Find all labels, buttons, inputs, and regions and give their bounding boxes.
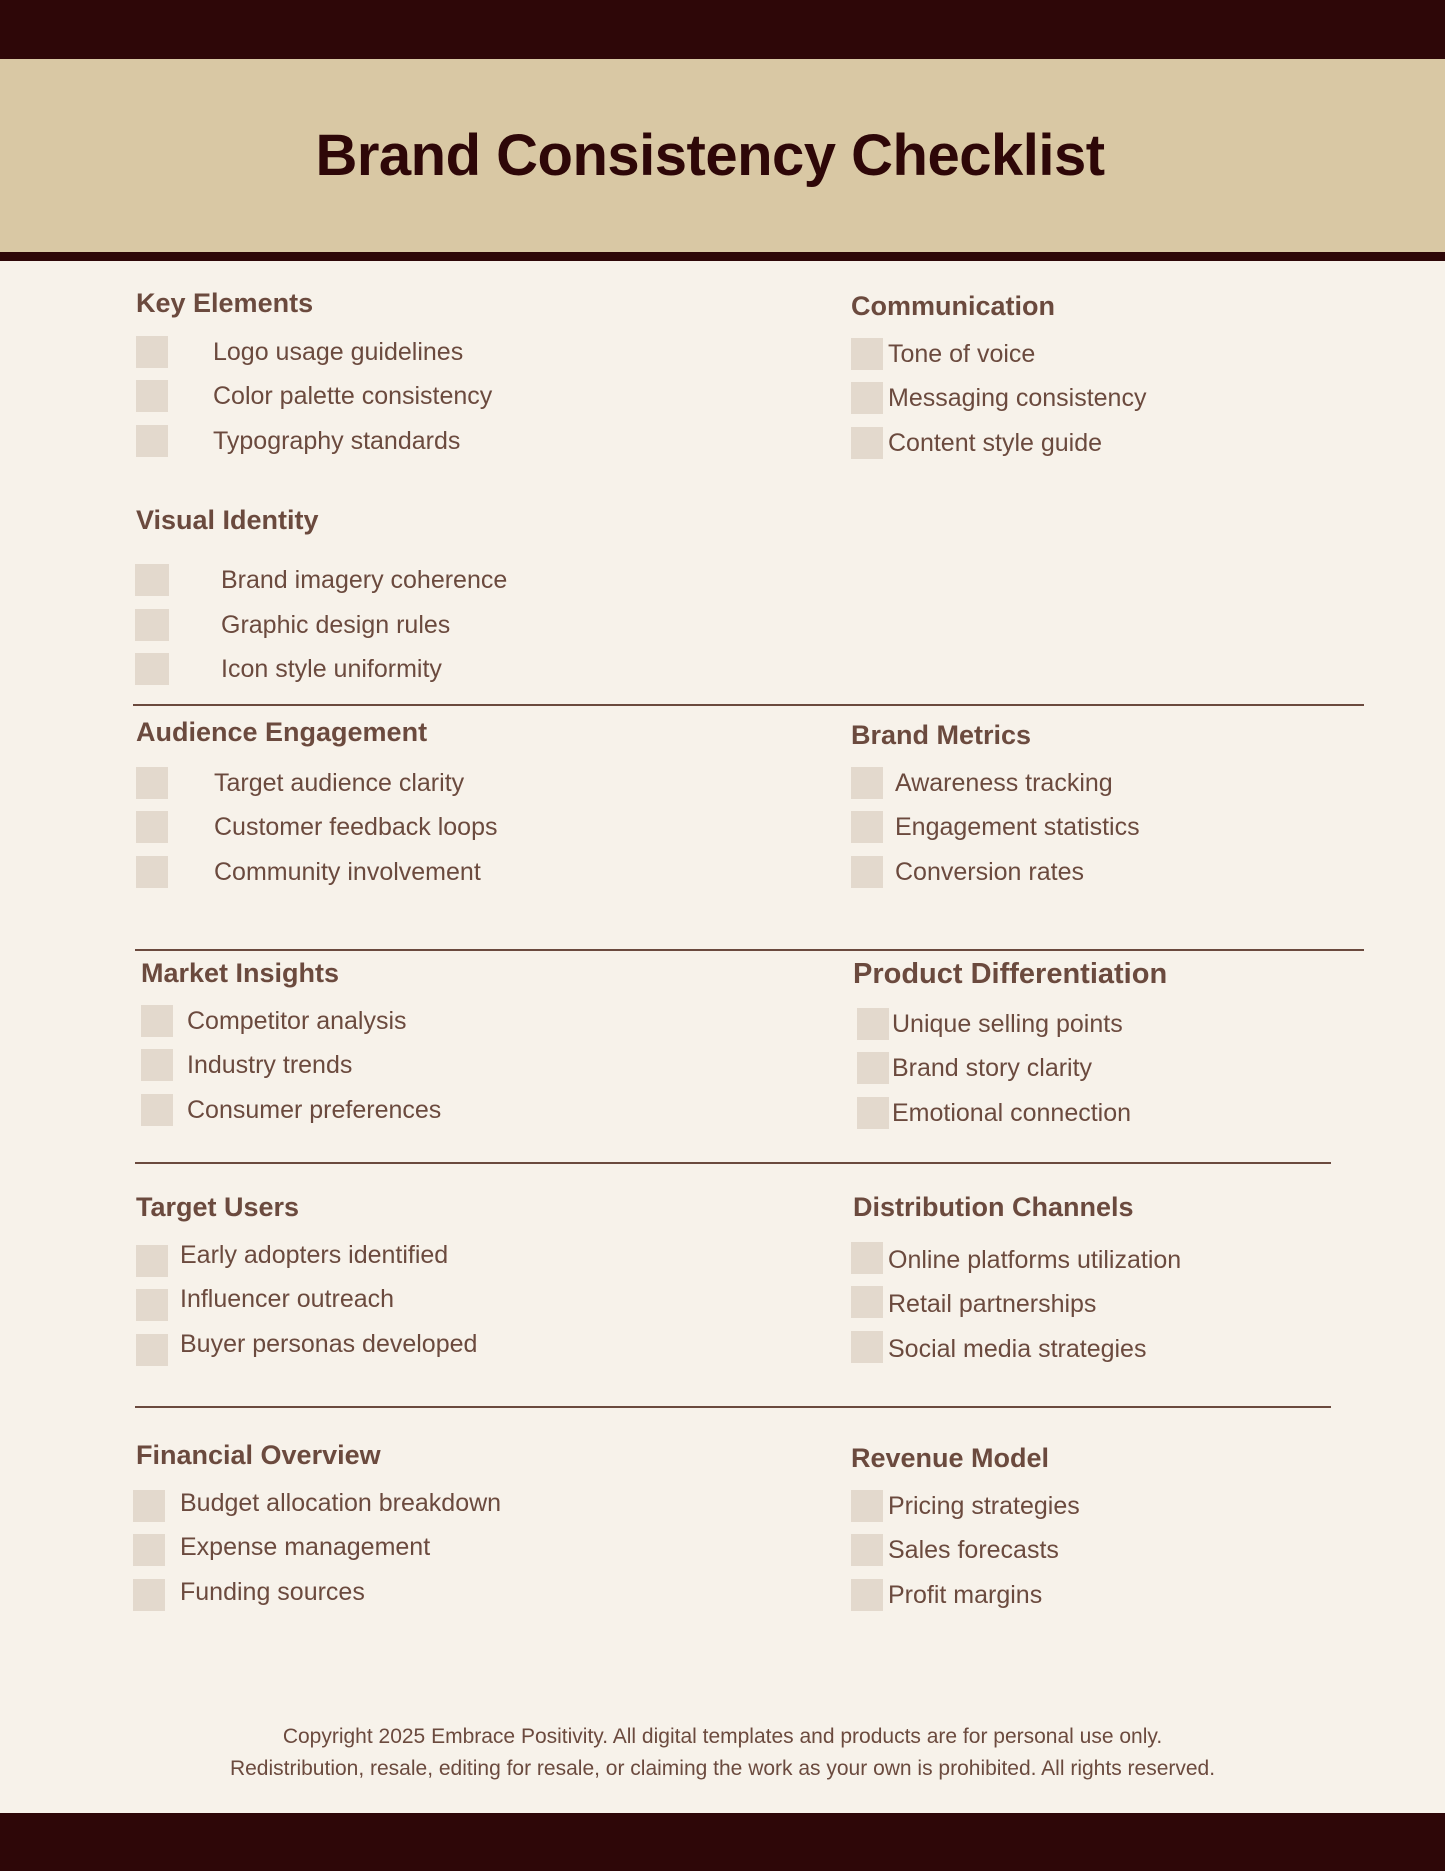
checkbox[interactable]: [136, 380, 168, 412]
checklist-item[interactable]: [135, 608, 450, 642]
section-financial-overview: [136, 1439, 381, 1471]
section-divider: [135, 949, 1364, 951]
checkbox[interactable]: [857, 1008, 889, 1040]
checkbox[interactable]: [136, 1245, 168, 1277]
item-label: Influencer outreach: [180, 1285, 395, 1313]
checklist-item[interactable]: [857, 1007, 1123, 1041]
checkbox[interactable]: [851, 1242, 883, 1274]
footer-copyright: [0, 1721, 1445, 1785]
bottom-bar: [0, 1813, 1445, 1871]
checkbox[interactable]: [136, 1334, 168, 1366]
checkbox[interactable]: [136, 811, 168, 843]
item-label: Brand story clarity: [892, 1054, 1093, 1082]
item-label: Tone of voice: [888, 340, 1036, 368]
section-title: Key Elements: [136, 288, 314, 318]
checkbox[interactable]: [136, 1289, 168, 1321]
footer-line-1: Copyright 2025 Embrace Positivity. All digital templates and products are for personal use only.: [282, 1725, 1163, 1748]
checklist-item[interactable]: [851, 426, 1102, 460]
checklist-item[interactable]: [136, 424, 460, 458]
section-title: Market Insights: [141, 958, 340, 988]
checklist-item[interactable]: [851, 337, 1035, 371]
checkbox[interactable]: [141, 1005, 173, 1037]
checklist-item[interactable]: [135, 652, 442, 686]
checklist-item[interactable]: [133, 1489, 501, 1523]
checkbox[interactable]: [136, 767, 168, 799]
section-visual-identity: [136, 504, 319, 536]
checklist-item[interactable]: [851, 1285, 1096, 1319]
item-label: Unique selling points: [892, 1010, 1123, 1038]
checkbox[interactable]: [136, 425, 168, 457]
section-title: Brand Metrics: [851, 720, 1032, 750]
checklist-item[interactable]: [136, 1241, 449, 1278]
item-label: Industry trends: [187, 1051, 353, 1079]
section-brand-metrics: [851, 719, 1031, 751]
section-product-differentiation: [853, 958, 1167, 990]
checkbox[interactable]: [851, 382, 883, 414]
item-label: Consumer preferences: [187, 1096, 442, 1124]
item-label: Conversion rates: [895, 858, 1084, 886]
checkbox[interactable]: [851, 1331, 883, 1363]
checkbox[interactable]: [851, 427, 883, 459]
item-label: Typography standards: [213, 427, 461, 455]
item-label: Pricing strategies: [888, 1492, 1080, 1520]
item-label: Online platforms utilization: [888, 1246, 1182, 1274]
checkbox[interactable]: [851, 1579, 883, 1611]
checkbox[interactable]: [135, 653, 169, 685]
section-title: Communication: [851, 291, 1056, 321]
section-title: Revenue Model: [851, 1443, 1050, 1473]
checklist-item[interactable]: [851, 1533, 1059, 1567]
checklist-item[interactable]: [141, 1004, 407, 1038]
checklist-item[interactable]: [851, 1330, 1146, 1364]
checklist-item[interactable]: [136, 766, 464, 800]
checklist-item[interactable]: [851, 766, 1113, 800]
section-title: Target Users: [136, 1192, 300, 1222]
section-title: Product Differentiation: [853, 958, 1168, 990]
section-key-elements: [136, 287, 313, 319]
checkbox[interactable]: [851, 856, 883, 888]
item-label: Target audience clarity: [214, 769, 465, 797]
section-audience-engagement: [136, 716, 427, 748]
checklist-item[interactable]: [136, 1285, 395, 1322]
checklist-item[interactable]: [857, 1096, 1131, 1130]
checklist-item[interactable]: [851, 1578, 1042, 1612]
header-divider: [0, 252, 1445, 261]
checklist-item[interactable]: [857, 1051, 1092, 1085]
checklist-item[interactable]: [851, 1489, 1080, 1523]
checkbox[interactable]: [136, 856, 168, 888]
checkbox[interactable]: [851, 1534, 883, 1566]
checklist-item[interactable]: [136, 335, 463, 369]
checklist-item[interactable]: [136, 1330, 478, 1367]
checkbox[interactable]: [851, 767, 883, 799]
section-revenue-model: [851, 1442, 1049, 1474]
checklist-item[interactable]: [136, 855, 481, 889]
item-label: Sales forecasts: [888, 1536, 1059, 1564]
item-label: Messaging consistency: [888, 384, 1147, 412]
checklist-item[interactable]: [135, 563, 507, 597]
checklist-item[interactable]: [141, 1048, 352, 1082]
item-label: Color palette consistency: [213, 382, 493, 410]
checklist-item[interactable]: [136, 810, 497, 844]
item-label: Icon style uniformity: [221, 655, 442, 683]
checklist-item[interactable]: [851, 1241, 1181, 1275]
item-label: Buyer personas developed: [180, 1330, 478, 1358]
checkbox[interactable]: [135, 609, 169, 641]
item-label: Community involvement: [214, 858, 481, 886]
section-divider: [135, 1162, 1331, 1164]
checkbox[interactable]: [857, 1097, 889, 1129]
item-label: Graphic design rules: [221, 611, 451, 639]
checklist-item[interactable]: [133, 1578, 365, 1612]
item-label: Awareness tracking: [895, 769, 1113, 797]
section-title: Financial Overview: [136, 1440, 381, 1470]
checkbox[interactable]: [857, 1052, 889, 1084]
item-label: Early adopters identified: [180, 1241, 449, 1269]
section-divider: [135, 1406, 1331, 1408]
section-distribution-channels: [853, 1191, 1134, 1223]
checkbox[interactable]: [851, 338, 883, 370]
checkbox[interactable]: [851, 1286, 883, 1318]
checklist-item[interactable]: [851, 855, 1084, 889]
item-label: Customer feedback loops: [214, 813, 498, 841]
item-label: Competitor analysis: [187, 1007, 407, 1035]
checklist-item[interactable]: [141, 1093, 441, 1127]
item-label: Emotional connection: [892, 1099, 1132, 1127]
item-label: Retail partnerships: [888, 1290, 1097, 1318]
item-label: Content style guide: [888, 429, 1103, 457]
section-market-insights: [141, 957, 339, 989]
section-title: Visual Identity: [136, 505, 319, 535]
section-target-users: [136, 1191, 299, 1223]
item-label: Funding sources: [180, 1578, 365, 1606]
checkbox[interactable]: [141, 1049, 173, 1081]
item-label: Engagement statistics: [895, 813, 1140, 841]
checklist-item[interactable]: [851, 810, 1140, 844]
item-label: Brand imagery coherence: [221, 566, 508, 594]
section-title: Audience Engagement: [136, 717, 428, 747]
checkbox[interactable]: [133, 1579, 165, 1611]
page-title: Brand Consistency Checklist: [315, 123, 1105, 188]
checklist-item[interactable]: [851, 381, 1146, 415]
checkbox[interactable]: [141, 1094, 173, 1126]
item-label: Budget allocation breakdown: [180, 1489, 502, 1517]
checkbox[interactable]: [133, 1490, 165, 1522]
checklist-item[interactable]: [136, 379, 492, 413]
item-label: Profit margins: [888, 1581, 1043, 1609]
section-divider: [133, 704, 1364, 706]
checkbox[interactable]: [135, 564, 169, 596]
checklist-item[interactable]: [133, 1533, 430, 1567]
checkbox[interactable]: [851, 811, 883, 843]
item-label: Logo usage guidelines: [213, 338, 464, 366]
section-communication: [851, 290, 1055, 322]
item-label: Expense management: [180, 1533, 431, 1561]
checkbox[interactable]: [851, 1490, 883, 1522]
checkbox[interactable]: [133, 1534, 165, 1566]
top-bar: [0, 0, 1445, 59]
section-title: Distribution Channels: [853, 1192, 1134, 1222]
footer-line-2: Redistribution, resale, editing for resale, or claiming the work as your own is prohibited. All rights reserved.: [229, 1757, 1216, 1780]
item-label: Social media strategies: [888, 1335, 1147, 1363]
checkbox[interactable]: [136, 336, 168, 368]
